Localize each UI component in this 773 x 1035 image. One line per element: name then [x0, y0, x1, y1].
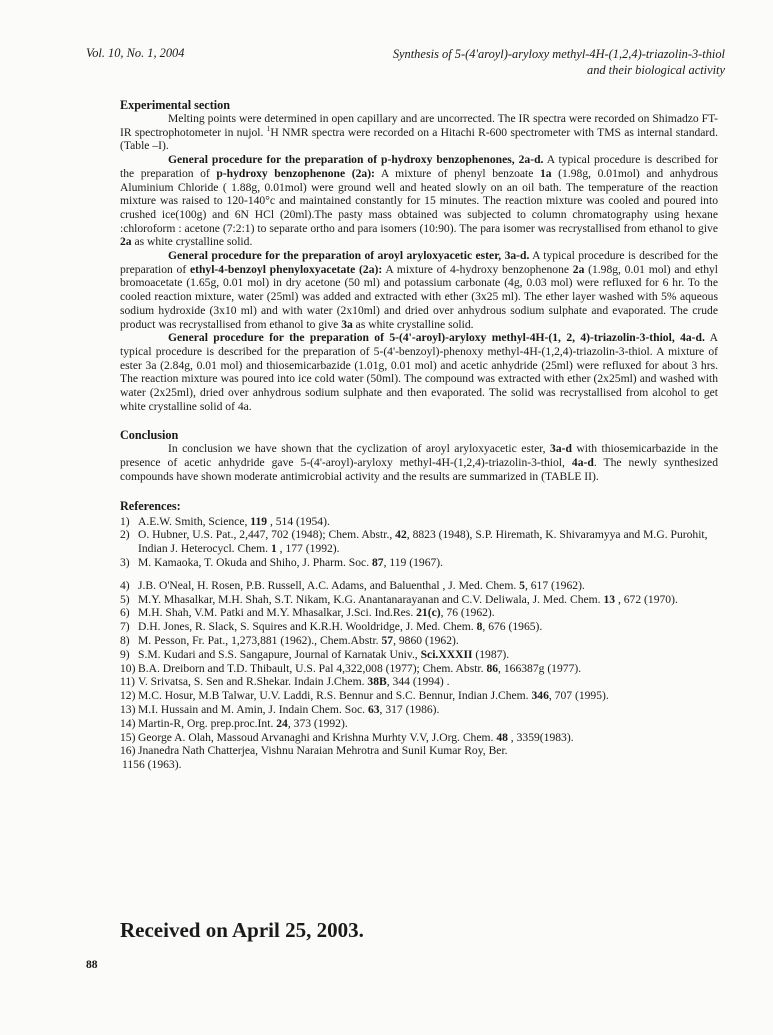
reference-item: 5) M.Y. Mhasalkar, M.H. Shah, S.T. Nikam, K.G. Anantanarayanan and C.V. Deliwala, J. Med. Chem. 13 , 672 (1970).: [120, 592, 678, 606]
experimental-heading: Experimental section: [120, 98, 231, 112]
experimental-paragraph-1: Melting points were determined in open capillary and are uncorrected. The IR spectra were recorded on Shimadzo FT-IR spectrophotometer in nujol. $^1$H NMR spectra were recorded on a Hitachi R-600 spectrometer with TMS as internal standard.(Table –I).: [120, 112, 718, 153]
reference-item: 7) D.H. Jones, R. Slack, S. Squires and K.R.H. Wooldridge, J. Med. Chem. 8, 676 (1965).: [120, 620, 543, 634]
reference-item: 15) George A. Olah, Massoud Arvanaghi and Krishna Murhty V.V, J.Org. Chem. 48 , 3359(1983).: [120, 730, 574, 744]
references-heading: References:: [120, 498, 181, 513]
running-header-title-line2: and their biological activity: [587, 63, 725, 77]
running-header-title-line1: Synthesis of 5-(4'aroyl)-aryloxy methyl-4H-(1,2,4)-triazolin-3-thiol: [392, 47, 725, 61]
conclusion-paragraph: In conclusion we have shown that the cyclization of aroyl aryloxyacetic ester, 3a-d with thiosemicarbazide in the presence of acetic anhydride gave 5-(4'-aroyl)-aryloxy methyl-4H-(1,2,4)-triazolin-3-thiol, 4a-d. The newly synthesized compounds have shown moderate antimicrobial activity and the results are summarized in (TABLE II).: [120, 442, 718, 483]
reference-item: 4) J.B. O'Neal, H. Rosen, P.B. Russell, A.C. Adams, and Baluenthal , J. Med. Chem. 5, 617 (1962).: [120, 578, 585, 592]
reference-item: 13) M.I. Hussain and M. Amin, J. Indain Chem. Soc. 63, 317 (1986).: [120, 702, 440, 716]
reference-item: 9) S.M. Kudari and S.S. Sangapure, Journal of Karnatak Univ., Sci.XXXII (1987).: [120, 647, 510, 661]
reference-item: 2) O. Hubner, U.S. Pat., 2,447, 702 (1948); Chem. Abstr., 42, 8823 (1948), S.P. Hiremath, K. Shivaramyya and M.G. Purohit, Indian J. Heterocycl. Chem. 1 , 177 (1992).: [120, 528, 708, 556]
reference-item: 6) M.H. Shah, V.M. Patki and M.Y. Mhasalkar, J.Sci. Ind.Res. 21(c), 76 (1962).: [120, 606, 495, 620]
conclusion-heading: Conclusion: [120, 428, 179, 443]
received-date: Received on April 25, 2003.: [120, 918, 364, 942]
reference-item: 11) V. Srivatsa, S. Sen and R.Shekar. Indain J.Chem. 38B, 344 (1994) .: [120, 675, 450, 689]
page-number: 88: [86, 958, 98, 971]
running-header-volume: Vol. 10, No. 1, 2004: [86, 46, 185, 60]
reference-item: 3) M. Kamaoka, T. Okuda and Shiho, J. Pharm. Soc. 87, 119 (1967).: [120, 555, 444, 569]
reference-item: 1) A.E.W. Smith, Science, 119 , 514 (1954).: [120, 514, 330, 528]
article-body: [120, 98, 718, 772]
procedure-benzophenones: General procedure for the preparation of p-hydroxy benzophenones, 2a-d. A typical procedure is described for the preparation of p-hydroxy benzophenone (2a): A mixture of phenyl benzoate 1a (1.98g, 0.01mol) and anhydrous Aluminium Chloride ( 1.88g, 0.01mol) were ground well and heated slowly on an oil bath. The temperature of the reaction mixture was raised to 120-140°c and maintained constantly for 15 minutes. The reaction mixture was cooled and poured into crushed ice(100g) and 6N HCl (20ml).The pasty mass obtained was subjected to column chromatography using hexane :chloroform : acetone (7:2:1) to separate ortho and para isomers (10:90). The para isomer was recrystallised from ethanol to give 2a as white crystalline solid.: [120, 153, 719, 249]
reference-item: 8) M. Pesson, Fr. Pat., 1,273,881 (1962)., Chem.Abstr. 57, 9860 (1962).: [120, 633, 459, 647]
reference-item: 14) Martin-R, Org. prep.proc.Int. 24, 373 (1992).: [120, 716, 348, 730]
reference-item: 10) B.A. Dreiborn and T.D. Thibault, U.S. Pal 4,322,008 (1977); Chem. Abstr. 86, 166387g (1977).: [120, 661, 582, 675]
reference-item-continuation: 1156 (1963).: [122, 758, 182, 772]
procedure-triazolin-thiol: General procedure for the preparation of 5-(4'-aroyl)-aryloxy methyl-4H-(1, 2, 4)-triazolin-3-thiol, 4a-d. A typical procedure is described for the preparation of 5-(4'-benzoyl)-phenoxy methyl-4H-(1,2,4)-triazolin-3-thiol. A mixture of ester 3a (2.84g, 0.01 mol) and thiosemicarbazide (1.01g, 0.01 mol) and acetic anhydride (25ml) were refluxed for about 3 hrs. The reaction mixture was poured into ice cold water (50ml). The compound was extracted with ether (2x25ml) and washed with water (2x25ml), dried over anhydrous sodium sulphate and then evaporated. The solid was recrystallised from alcohol to get white crystalline solid of 4a.: [120, 331, 718, 413]
procedure-aryloxyacetic-ester: General procedure for the preparation of aroyl aryloxyacetic ester, 3a-d. A typical procedure is described for the preparation of ethyl-4-benzoyl phenyloxyacetate (2a): A mixture of 4-hydroxy benzophenone 2a (1.98g, 0.01 mol) and ethyl bromoacetate (1.65g, 0.01 mol) in dry acetone (50 ml) and potassium carbonate (4g, 0.03 mol) were refluxed for 6 hr. To the cooled reaction mixture, water (25ml) was added and extracted with ether (3x25 ml). The ether layer washed with 5% aqueous sodium hydroxide (3x10 ml) and with water (2x10ml) and dried over anhydrous sodium sulphate and evaporated. The crude product was recrystallised from ethanol to give 3a as white crystalline solid.: [120, 249, 719, 331]
reference-item: 12) M.C. Hosur, M.B Talwar, U.V. Laddi, R.S. Bennur and S.C. Bennur, Indian J.Chem. 346, 707 (1995).: [120, 689, 609, 703]
reference-item: 16) Jnanedra Nath Chatterjea, Vishnu Naraian Mehrotra and Sunil Kumar Roy, Ber.: [120, 744, 508, 758]
references-list: [120, 515, 718, 772]
running-header-title: [305, 46, 725, 78]
